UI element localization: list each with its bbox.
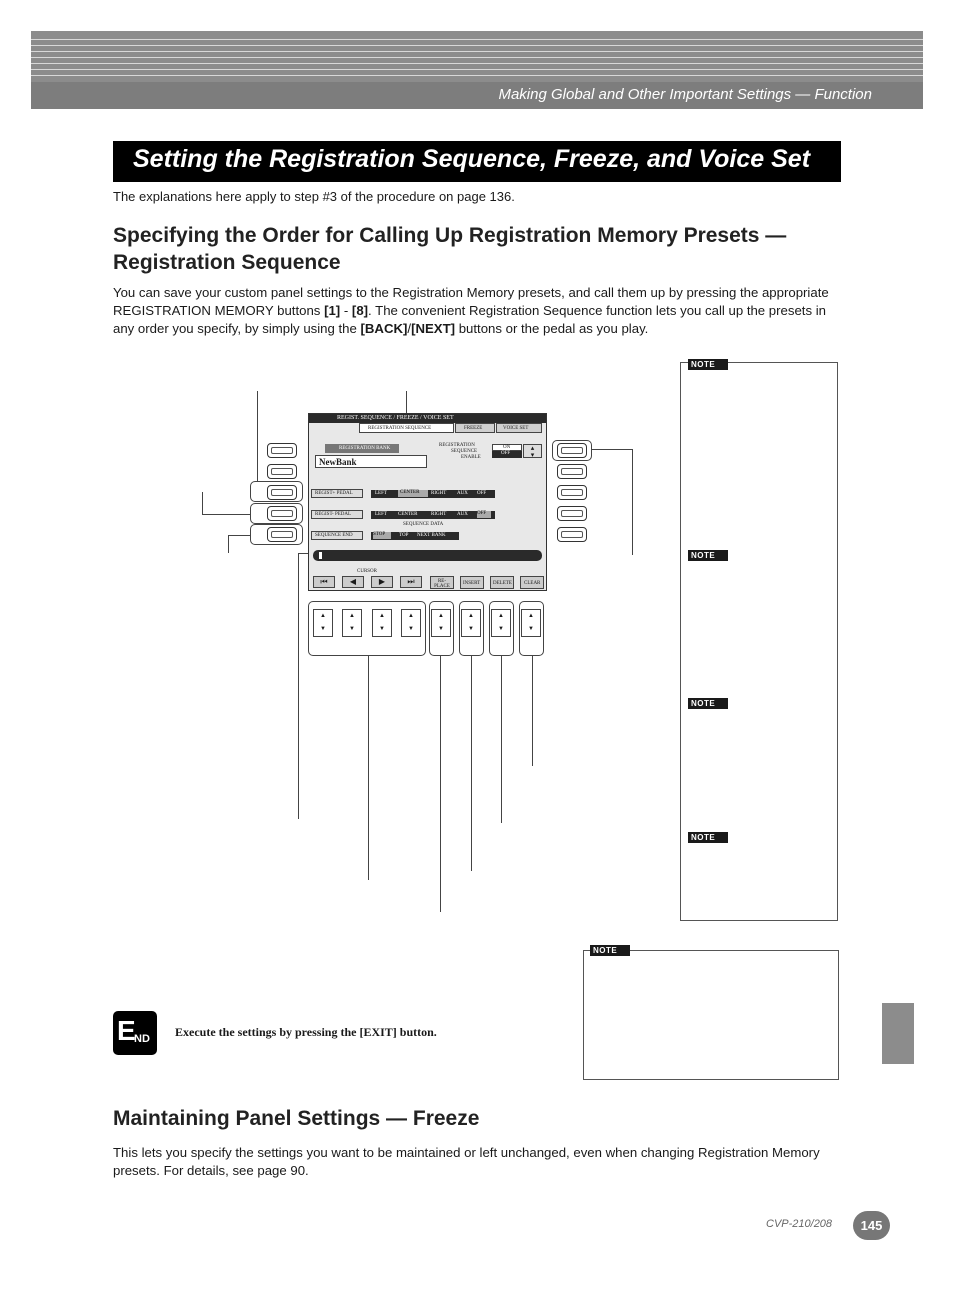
leader-line bbox=[368, 655, 369, 880]
callout-group bbox=[250, 481, 303, 502]
callout-group bbox=[250, 503, 303, 524]
leader-line bbox=[440, 655, 441, 912]
leader-line bbox=[592, 449, 632, 450]
enable-on[interactable]: ON bbox=[492, 444, 522, 451]
lcd-title: REGIST. SEQUENCE / FREEZE / VOICE SET bbox=[337, 415, 454, 421]
pedal-minus-options[interactable]: LEFT CENTER RIGHT AUX OFF bbox=[371, 511, 495, 519]
note-badge: NOTE bbox=[688, 359, 728, 370]
bank-name: NewBank bbox=[319, 457, 357, 467]
regseq-heading: Specifying the Order for Calling Up Registration Memory Presets — Registration Sequence bbox=[113, 224, 787, 274]
sequence-end-options[interactable]: STOP TOP NEXT BANK bbox=[371, 532, 459, 540]
tab-freeze[interactable]: FREEZE bbox=[455, 423, 495, 433]
freeze-heading: Maintaining Panel Settings — Freeze bbox=[113, 1107, 480, 1130]
cursor-label: CURSOR bbox=[357, 569, 378, 574]
side-tab bbox=[882, 1003, 914, 1064]
end-letter-e: E bbox=[117, 1015, 136, 1046]
updown-5-icon[interactable]: ▲ ▼ bbox=[431, 609, 451, 637]
pedal-plus-label: REGIST+ PEDAL bbox=[311, 489, 363, 498]
note-badge: NOTE bbox=[590, 945, 630, 956]
bank-name-field[interactable] bbox=[315, 455, 427, 468]
note-box-bottom bbox=[583, 946, 839, 1080]
leader-line bbox=[257, 391, 258, 482]
footer-model: CVP-210/208 bbox=[766, 1218, 833, 1230]
delete-button[interactable]: DELETE bbox=[490, 576, 514, 589]
leader-line bbox=[532, 655, 533, 766]
lcd-button-a[interactable] bbox=[267, 443, 297, 458]
updown-6-icon[interactable]: ▲ ▼ bbox=[461, 609, 481, 637]
leader-line bbox=[228, 535, 250, 536]
regseq-body: You can save your custom panel settings to the Registration Memory presets, and call them up by pressing the appropriate REGISTRATION MEMORY buttons [1] - [8]. The convenient Registration Sequence function lets you call up the presets in any order you specify, by simply using the [BACK]/[NEXT] buttons or the pedal as you play. bbox=[113, 285, 829, 336]
note-badge: NOTE bbox=[688, 550, 728, 561]
tab-registration-sequence[interactable]: REGISTRATION SEQUENCE bbox=[359, 423, 454, 433]
end-instruction: Execute the settings by pressing the [EXIT] button. bbox=[175, 1025, 437, 1039]
lcd-button-b[interactable] bbox=[267, 464, 297, 479]
sequence-cursor bbox=[319, 552, 322, 559]
freeze-body: This lets you specify the settings you want to be maintained or left unchanged, even when changing Registration Memory presets. For details, see page 90. bbox=[113, 1145, 820, 1178]
pedal-minus-label: REGIST- PEDAL bbox=[311, 510, 363, 519]
cursor-last-icon[interactable]: ⏭ bbox=[400, 576, 422, 588]
cursor-left-icon[interactable]: ◀ bbox=[342, 576, 364, 588]
intro-text: The explanations here apply to step #3 of the procedure on page 136. bbox=[113, 189, 515, 204]
updown-1-icon[interactable]: ▲ ▼ bbox=[313, 609, 333, 637]
updown-8-icon[interactable]: ▲ ▼ bbox=[521, 609, 541, 637]
pedal-plus-options[interactable]: LEFT CENTER RIGHT AUX OFF bbox=[371, 490, 495, 498]
page-title: Setting the Registration Sequence, Freeze, and Voice Set bbox=[133, 145, 811, 173]
sequence-end-label: SEQUENCE END bbox=[311, 531, 363, 540]
cursor-right-icon[interactable]: ▶ bbox=[371, 576, 393, 588]
lcd-button-i[interactable] bbox=[557, 506, 587, 521]
note-badge: NOTE bbox=[688, 832, 728, 843]
leader-line bbox=[471, 655, 472, 871]
updown-3-icon[interactable]: ▲ ▼ bbox=[372, 609, 392, 637]
leader-line bbox=[202, 492, 203, 514]
leader-line bbox=[202, 514, 250, 515]
clear-button[interactable]: CLEAR bbox=[520, 576, 544, 589]
replace-button[interactable]: RE-PLACE bbox=[430, 576, 454, 589]
enable-updown-icon[interactable]: ▴ ▾ bbox=[523, 444, 542, 458]
lcd-titlebar bbox=[309, 414, 546, 423]
updown-4-icon[interactable]: ▲ ▼ bbox=[401, 609, 421, 637]
note-column bbox=[680, 362, 838, 921]
title-box bbox=[113, 141, 841, 182]
updown-2-icon[interactable]: ▲ ▼ bbox=[342, 609, 362, 637]
cursor-first-icon[interactable]: ⏮ bbox=[313, 576, 335, 588]
callout-group bbox=[250, 524, 303, 545]
tab-voice-set[interactable]: VOICE SET bbox=[496, 423, 542, 433]
leader-line bbox=[228, 535, 229, 553]
leader-line bbox=[298, 553, 299, 819]
bank-label-bar: REGISTRATION BANK bbox=[325, 444, 399, 453]
lcd-screen: REGIST. SEQUENCE / FREEZE / VOICE SET REGISTRATION SEQUENCE FREEZE VOICE SET REGISTRATION BANK NewBank REGISTRATION SEQUENCE ENABLE ON OFF ▴ ▾ REGIST+ PEDAL LEFT CENTER RIGHT AUX OFF REGIST- PEDAL LEFT CENTER RIGHT AUX OFF SEQUENCE DATA SEQUENCE END STOP TOP NEXT BANK CURSOR ⏮ ◀ ▶ ⏭ RE-PLACE INSERT DELETE CLEAR bbox=[308, 413, 547, 591]
note-badge: NOTE bbox=[688, 698, 728, 709]
end-letters-nd: ND bbox=[134, 1033, 150, 1045]
leader-line bbox=[501, 655, 502, 823]
updown-7-icon[interactable]: ▲ ▼ bbox=[491, 609, 511, 637]
page-number: 145 bbox=[853, 1211, 890, 1240]
lcd-button-j[interactable] bbox=[557, 527, 587, 542]
lcd-button-h[interactable] bbox=[557, 485, 587, 500]
lcd-button-g[interactable] bbox=[557, 464, 587, 479]
callout-group bbox=[552, 440, 592, 461]
insert-button[interactable]: INSERT bbox=[460, 576, 484, 589]
end-icon bbox=[113, 1011, 157, 1055]
sequence-data-label: SEQUENCE DATA bbox=[403, 522, 444, 527]
leader-line bbox=[632, 449, 633, 555]
sequence-data-bar[interactable] bbox=[313, 550, 542, 561]
section-header: Making Global and Other Important Settings — Function bbox=[498, 86, 872, 103]
enable-off[interactable]: OFF bbox=[492, 451, 522, 458]
